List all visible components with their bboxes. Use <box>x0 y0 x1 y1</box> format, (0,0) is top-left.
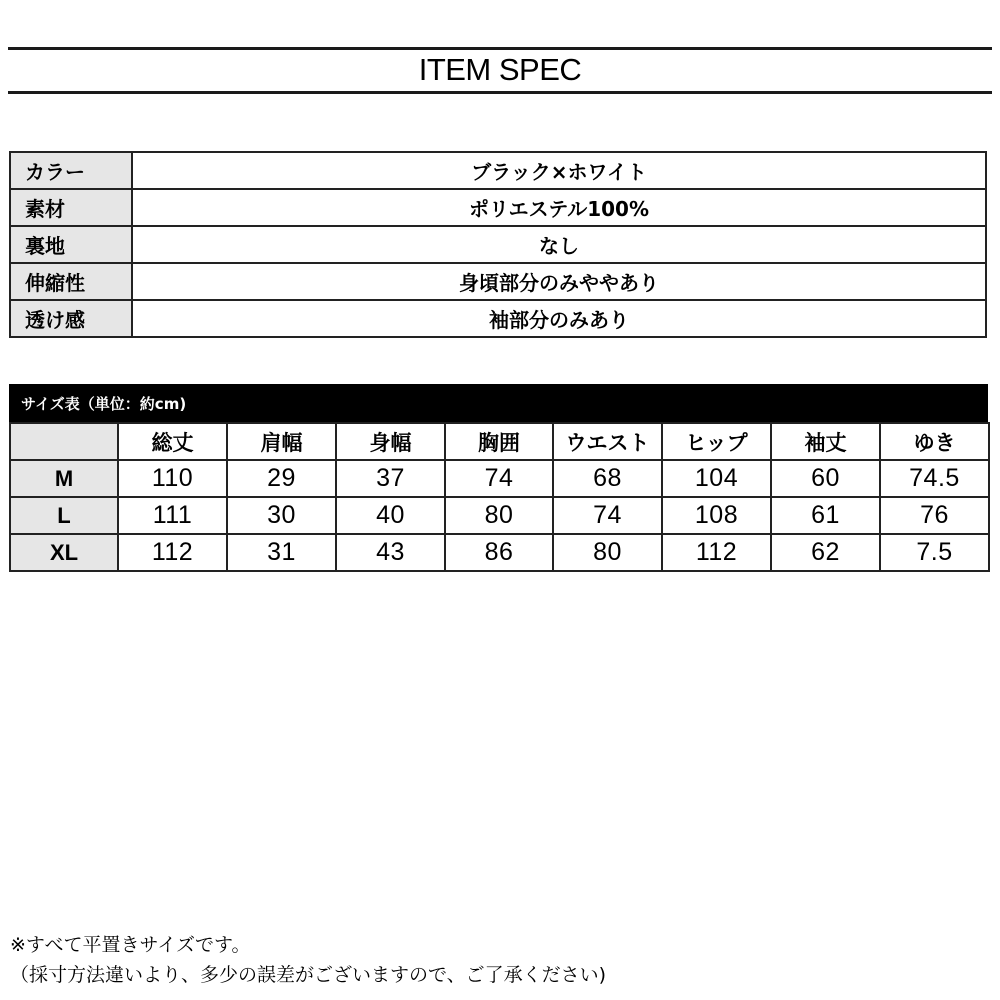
size-cell: 108 <box>662 497 771 534</box>
table-row <box>10 497 989 534</box>
size-cell: 74 <box>445 460 553 497</box>
column-header: ゆき <box>880 423 989 460</box>
spec-row-stretch <box>10 263 986 300</box>
spec-label: 透け感 <box>10 300 132 337</box>
table-row <box>10 460 989 497</box>
size-cell: 31 <box>227 534 336 571</box>
size-cell: 76 <box>880 497 989 534</box>
size-cell: 60 <box>771 460 880 497</box>
size-cell: 30 <box>227 497 336 534</box>
spec-row-lining <box>10 226 986 263</box>
note-flat-measurement: ※すべて平置きサイズです。 <box>10 934 251 956</box>
size-cell: 111 <box>118 497 227 534</box>
column-header: 袖丈 <box>771 423 880 460</box>
size-cell: 110 <box>118 460 227 497</box>
spec-row-color <box>10 152 986 189</box>
size-table-column-header-row <box>10 423 989 460</box>
size-label: M <box>10 460 118 497</box>
size-cell: 43 <box>336 534 445 571</box>
spec-value: 身頃部分のみややあり <box>132 263 986 300</box>
spec-label: カラー <box>10 152 132 189</box>
spec-value: ブラック×ホワイト <box>132 152 986 189</box>
size-cell: 80 <box>445 497 553 534</box>
title-bottom-rule <box>8 91 992 94</box>
size-table-corner <box>10 423 118 460</box>
size-cell: 112 <box>662 534 771 571</box>
size-label: XL <box>10 534 118 571</box>
size-cell: 74 <box>553 497 662 534</box>
spec-value: なし <box>132 226 986 263</box>
spec-label: 素材 <box>10 189 132 226</box>
column-header: 総丈 <box>118 423 227 460</box>
size-cell: 80 <box>553 534 662 571</box>
spec-value: 袖部分のみあり <box>132 300 986 337</box>
size-cell: 61 <box>771 497 880 534</box>
table-row <box>10 534 989 571</box>
size-cell: 37 <box>336 460 445 497</box>
column-header: 胸囲 <box>445 423 553 460</box>
size-cell: 74.5 <box>880 460 989 497</box>
title-top-rule <box>8 47 992 50</box>
size-cell: 86 <box>445 534 553 571</box>
size-cell: 62 <box>771 534 880 571</box>
size-table-header: サイズ表（単位：約cm) <box>9 384 988 422</box>
page-title: ITEM SPEC <box>418 52 582 87</box>
size-table <box>9 422 990 572</box>
spec-label: 裏地 <box>10 226 132 263</box>
column-header: 身幅 <box>336 423 445 460</box>
size-cell: 40 <box>336 497 445 534</box>
size-cell: 104 <box>662 460 771 497</box>
spec-table <box>9 151 987 338</box>
size-cell: 112 <box>118 534 227 571</box>
size-cell: 29 <box>227 460 336 497</box>
column-header: 肩幅 <box>227 423 336 460</box>
spec-row-sheerness <box>10 300 986 337</box>
size-label: L <box>10 497 118 534</box>
note-measurement-error: （採寸方法違いより、多少の誤差がございますので、ご了承ください) <box>10 964 607 986</box>
column-header: ヒップ <box>662 423 771 460</box>
spec-value: ポリエステル100% <box>132 189 986 226</box>
size-cell: 68 <box>553 460 662 497</box>
spec-label: 伸縮性 <box>10 263 132 300</box>
size-cell: 7.5 <box>880 534 989 571</box>
spec-row-material <box>10 189 986 226</box>
column-header: ウエスト <box>553 423 662 460</box>
